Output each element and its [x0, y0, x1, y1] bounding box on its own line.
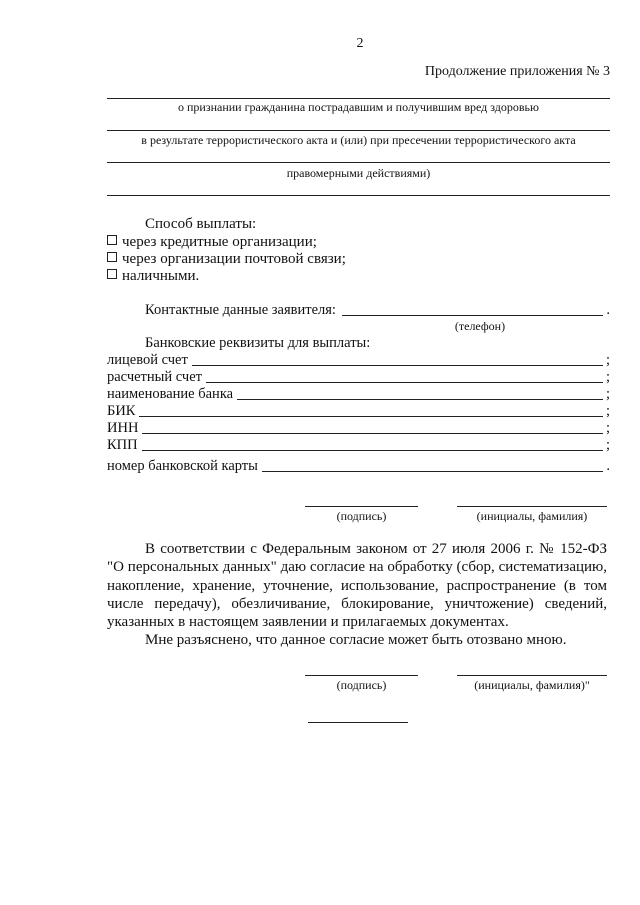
payment-option-credit[interactable]: через кредитные организации; [107, 234, 317, 251]
contact-end: . [606, 302, 610, 318]
contact-phone-field[interactable] [342, 314, 603, 316]
checkbox-icon[interactable] [107, 269, 117, 279]
payment-option-post[interactable]: через организации почтовой связи; [107, 251, 346, 268]
contact-label: Контактные данные заявителя: [145, 302, 336, 318]
title-rule-2 [107, 130, 610, 131]
bank-heading: Банковские реквизиты для выплаты: [145, 335, 371, 351]
payment-heading: Способ выплаты: [145, 216, 257, 232]
bank-field-kpp: КПП ; [107, 437, 610, 453]
name-caption-2: (инициалы, фамилия)" [474, 678, 590, 692]
card-number-input[interactable] [262, 470, 603, 472]
checkbox-icon[interactable] [107, 252, 117, 262]
title-rule-3 [107, 162, 610, 163]
inn-input[interactable] [142, 432, 603, 434]
name-line-2[interactable] [457, 675, 607, 676]
name-line-1[interactable] [457, 506, 607, 507]
bik-input[interactable] [139, 415, 602, 417]
payment-option-cash[interactable]: наличными. [107, 268, 199, 285]
signature-caption-2: (подпись) [336, 678, 387, 692]
consent-text [107, 540, 607, 650]
signature-caption-1: (подпись) [336, 509, 387, 523]
signature-line-2[interactable] [305, 675, 418, 676]
checkbox-icon[interactable] [107, 235, 117, 245]
bank-field-bank-name: наименование банка ; [107, 386, 610, 402]
bank-name-input[interactable] [237, 398, 603, 400]
bank-field-settlement-account: расчетный счет ; [107, 369, 610, 385]
consent-paragraph-1: В соответствии с Федеральным законом от 27 июля 2006 г. № 152-ФЗ "О персональных данных" даю согласие на обработку (сбор, систематизацию, накопление, хранение, уточнение, использование, распространение (в том числе передачу), обезличивание, блокирование, уничтожение) сведений, указанных в настоящем заявлении и прилагаемых документах. [107, 541, 607, 631]
consent-paragraph-2: Мне разъяснено, что данное согласие может быть отозвано мною. [145, 632, 567, 649]
personal-account-input[interactable] [192, 364, 603, 366]
closing-rule [308, 722, 408, 723]
bank-field-card-number: номер банковской карты . [107, 458, 610, 474]
title-line-3: правомерными действиями) [286, 166, 431, 180]
settlement-account-input[interactable] [206, 381, 603, 383]
title-rule-4 [107, 195, 610, 196]
bank-field-inn: ИНН ; [107, 420, 610, 436]
header-note: Продолжение приложения № 3 [424, 64, 610, 79]
title-line-2: в результате террористического акта и (или) при пресечении террористического акта [141, 133, 576, 147]
contact-row [145, 302, 610, 319]
kpp-input[interactable] [142, 449, 603, 451]
page-number: 2 [356, 36, 364, 51]
signature-line-1[interactable] [305, 506, 418, 507]
title-line-1: о признании гражданина пострадавшим и получившим вред здоровью [177, 100, 539, 114]
contact-caption: (телефон) [454, 319, 506, 333]
name-caption-1: (инициалы, фамилия) [476, 509, 588, 523]
bank-field-personal-account: лицевой счет ; [107, 352, 610, 368]
bank-field-bik: БИК ; [107, 403, 610, 419]
title-rule-1 [107, 98, 610, 99]
